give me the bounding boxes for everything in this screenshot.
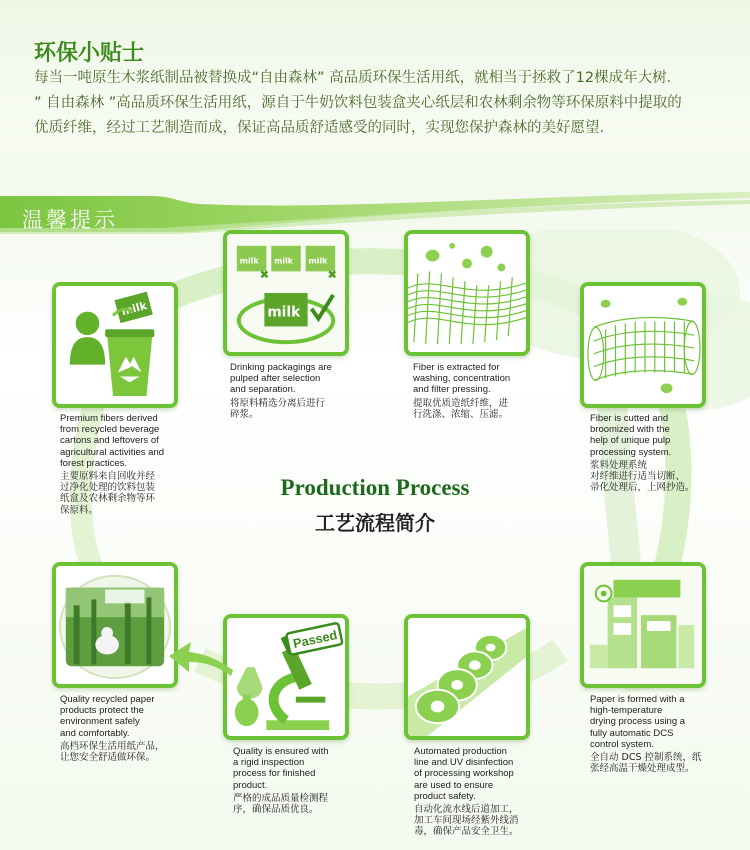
step-card-fiber-extraction bbox=[404, 230, 530, 356]
step-card-raw-materials bbox=[52, 282, 178, 408]
step-card-inspection bbox=[223, 614, 349, 740]
step-2-en: Drinking packagings are pulped after selection and separation. bbox=[230, 362, 332, 396]
step-1-zh: 主要原料来自回收并经 过净化处理的饮料包装 纸盒及农林剩余物等环 保原料。 bbox=[60, 471, 156, 516]
step-desc-1 bbox=[60, 413, 190, 516]
step-8-zh: 高档环保生活用纸产品， 让您安全舒适做环保。 bbox=[60, 740, 165, 764]
step-desc-6 bbox=[414, 746, 554, 838]
pulp-cylinder-icon bbox=[584, 286, 702, 404]
step-3-en: Fiber is extracted for washing, concentration and filter pressing. bbox=[413, 362, 511, 396]
step-card-pulp-processing bbox=[580, 282, 706, 408]
step-card-automated-line bbox=[404, 614, 530, 740]
step-desc-2 bbox=[230, 362, 360, 420]
milk-label-1: milk bbox=[239, 256, 259, 266]
process-title-en: Production Process bbox=[280, 475, 470, 500]
step-desc-3 bbox=[413, 362, 543, 420]
step-8-en: Quality recycled paper products protect the environment safely and comfortably. bbox=[60, 694, 155, 739]
step-desc-5 bbox=[590, 694, 720, 774]
step-desc-4 bbox=[590, 413, 720, 493]
milk-label: milk bbox=[119, 299, 149, 319]
paper-rolls-icon bbox=[408, 618, 526, 736]
microscope-icon bbox=[227, 618, 345, 736]
step-card-pulping bbox=[223, 230, 349, 356]
paper-roll-product-icon bbox=[56, 566, 174, 684]
fiber-mesh-icon bbox=[408, 234, 526, 352]
passed-stamp: Passed bbox=[291, 627, 339, 652]
milk-label-3: milk bbox=[308, 256, 328, 266]
step-5-zh: 全自动 DCS 控制系统，纸 张经高温干燥处理成型。 bbox=[590, 752, 702, 775]
step-desc-7 bbox=[233, 746, 363, 815]
flow-arrow-icon bbox=[165, 620, 235, 680]
milk-label-2: milk bbox=[274, 256, 294, 266]
step-desc-8 bbox=[60, 694, 190, 763]
step-7-zh: 严格的成品质量检测程 序，确保品质优良。 bbox=[233, 792, 329, 816]
step-4-zh: 浆料处理系统 对纤维进行适当切断、 帚化处理后，上网抄造。 bbox=[590, 459, 695, 494]
banner-label: 温馨提示 bbox=[22, 208, 118, 232]
milk-cartons-icon bbox=[227, 234, 345, 352]
step-2-zh: 将原料精选分离后进行 碎浆。 bbox=[230, 397, 326, 420]
step-card-paper-forming bbox=[580, 562, 706, 688]
process-title-zh: 工艺流程简介 bbox=[315, 511, 435, 535]
tips-line-3: 优质纤维，经过工艺制造而成，保证高品质舒适感受的同时，实现您保护森林的美好愿望. bbox=[34, 120, 605, 136]
step-6-zh: 自动化流水线后道加工， 加工车间现场经紫外线消 毒，确保产品安全卫生。 bbox=[414, 804, 519, 838]
tips-line-2: ” 自由森林 ”高品质环保生活用纸，源自于牛奶饮料包装盒夹心纸层和农林剩余物等环保原料中提取的 bbox=[34, 95, 682, 111]
step-card-final-product bbox=[52, 562, 178, 688]
milk-label-main: milk bbox=[267, 304, 301, 321]
tips-line-1: 每当一吨原生木浆纸制品被替换成“自由森林” 高品质环保生活用纸，就相当于拯救了12棵成年大树. bbox=[34, 70, 672, 86]
step-6-en: Automated production line and UV disinfection of processing workshop are used to ensure product safety. bbox=[414, 746, 514, 802]
step-1-en: Premium fibers derived from recycled beverage cartons and leftovers of agricultural activities and forest practices. bbox=[60, 413, 165, 469]
step-3-zh: 提取优质造纸纤维，进 行洗涤、浓缩、压滤。 bbox=[413, 397, 509, 420]
step-5-en: Paper is formed with a high-temperature drying process using a fully automatic DCS control system. bbox=[590, 694, 686, 750]
machine-icon bbox=[584, 566, 702, 684]
person-recycle-bin-icon bbox=[56, 286, 174, 404]
step-4-en: Fiber is cutted and broomized with the help of unique pulp processing system. bbox=[590, 413, 672, 458]
step-7-en: Quality is ensured with a rigid inspection process for finished product. bbox=[233, 746, 329, 791]
tips-title: 环保小贴士 bbox=[34, 41, 145, 66]
